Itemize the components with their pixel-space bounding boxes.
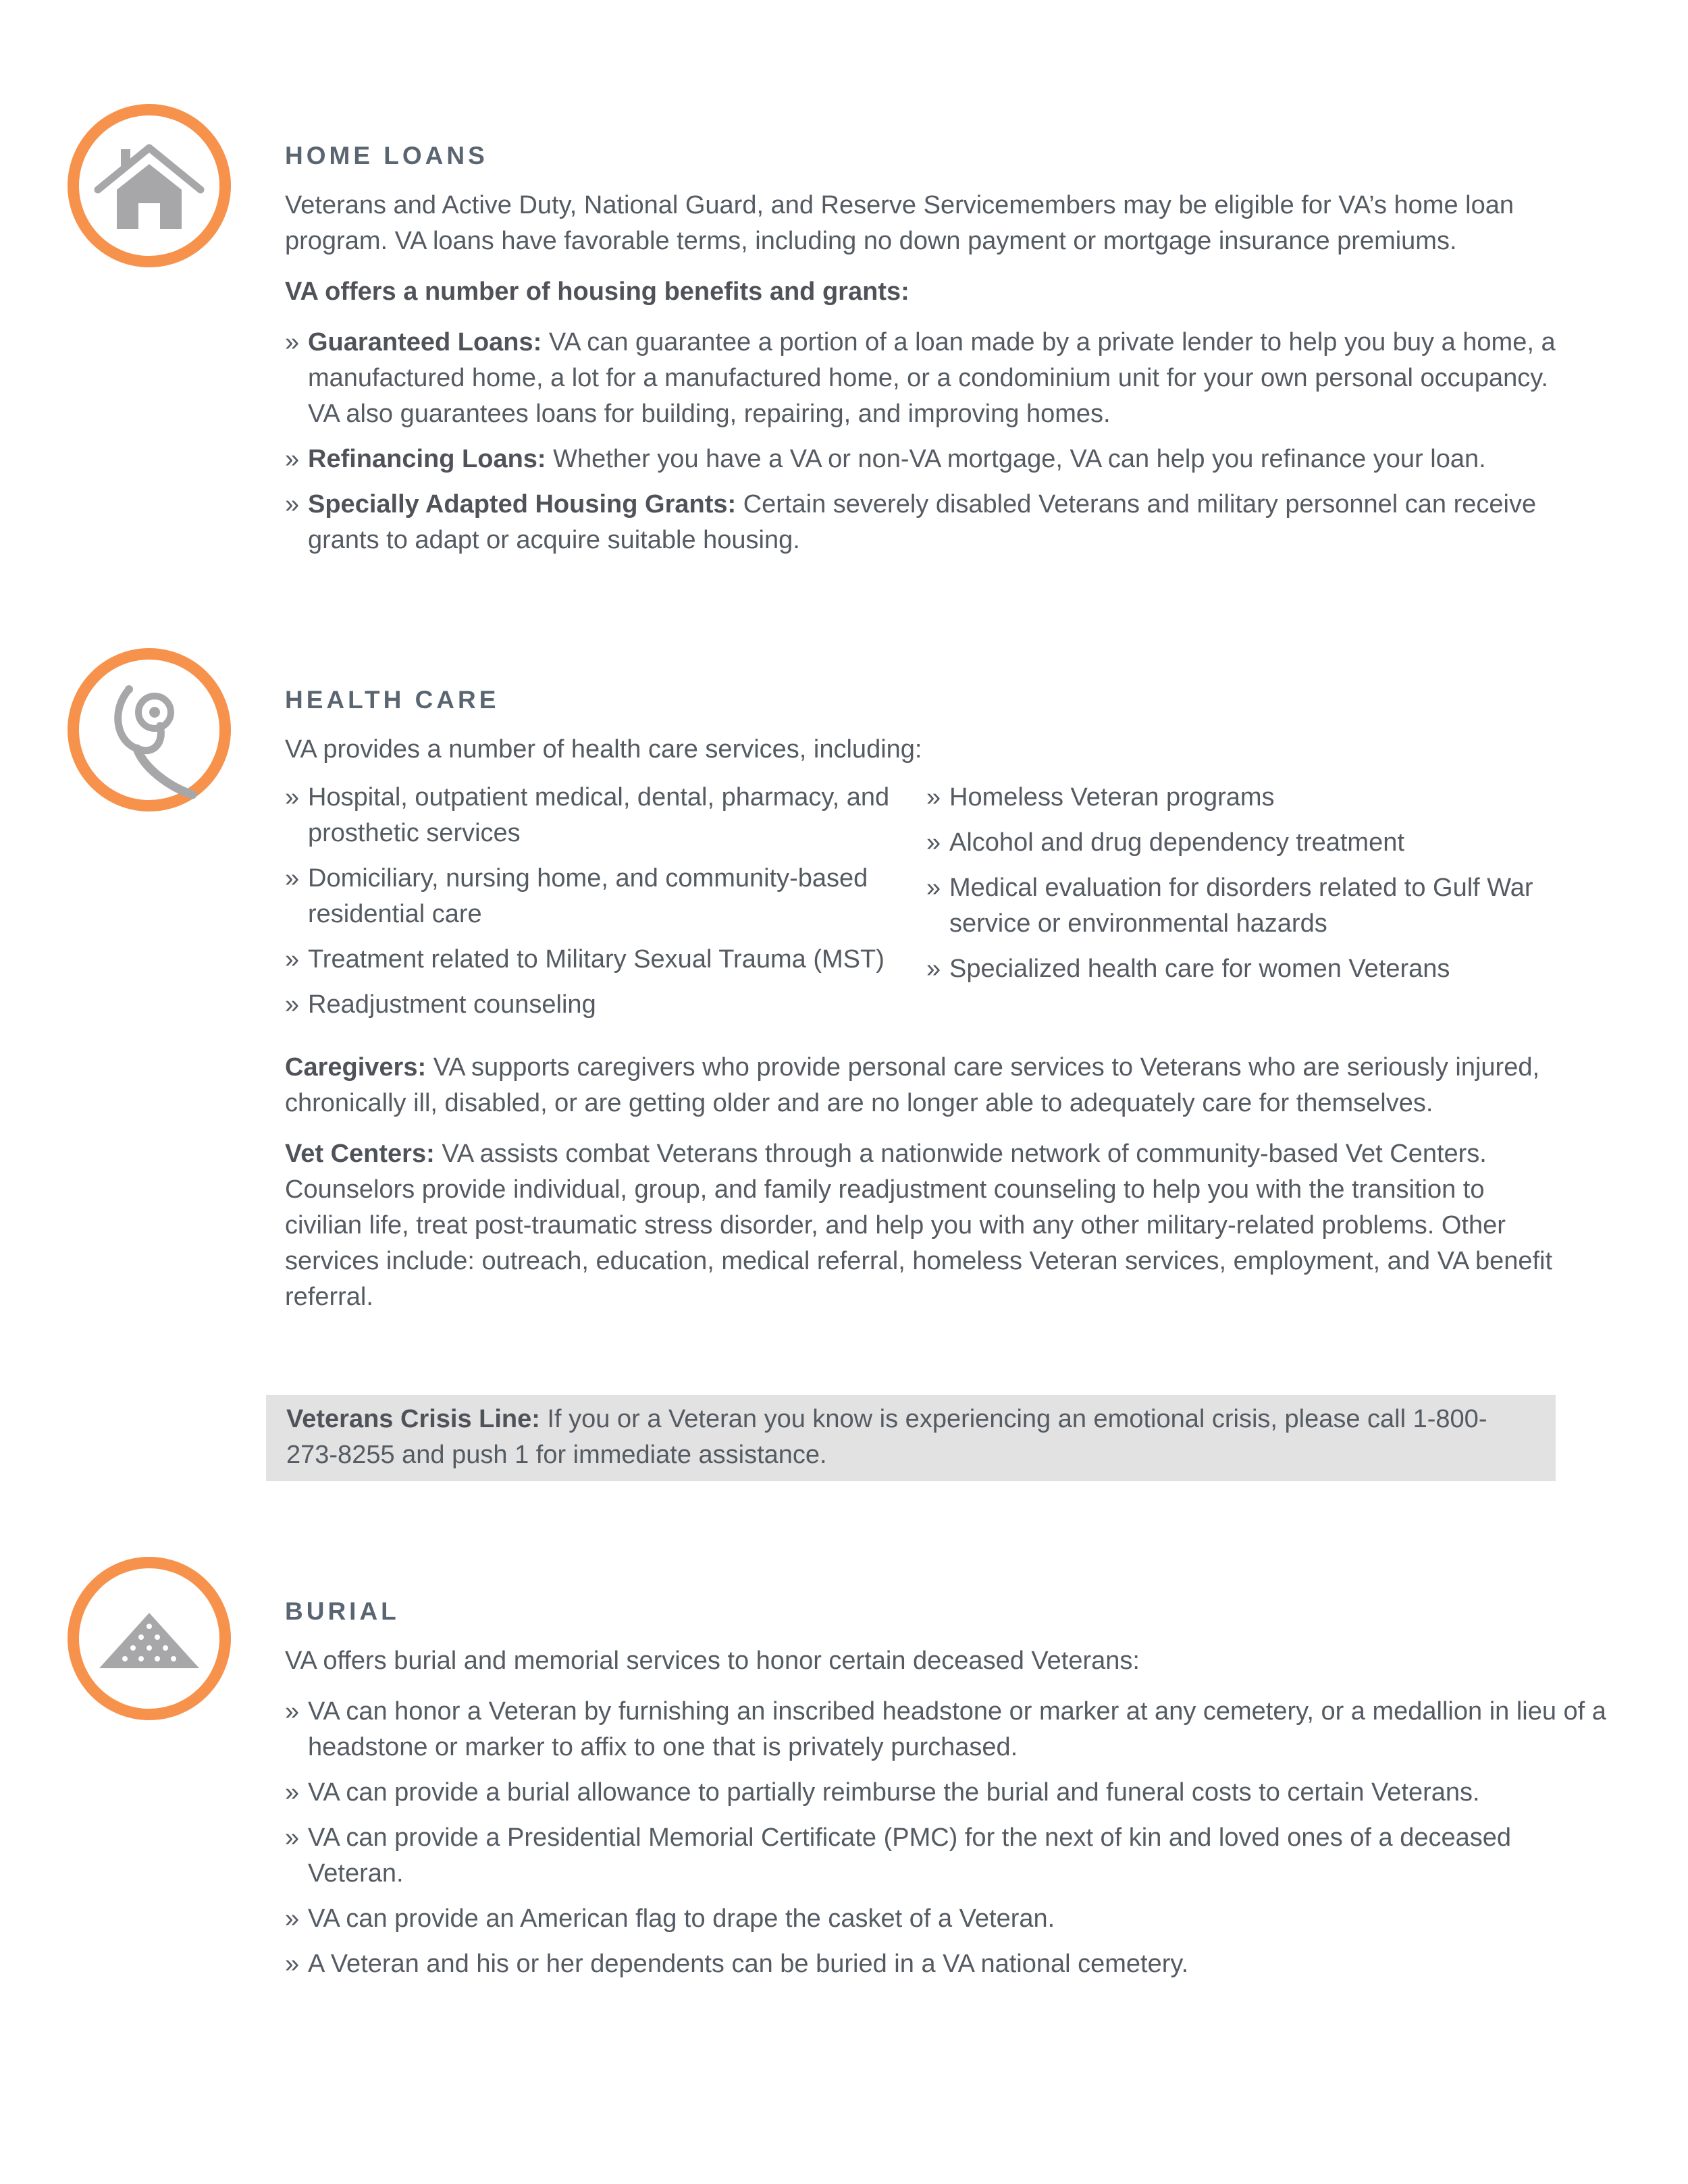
list-item — [285, 487, 1568, 558]
vet-centers-lead: Vet Centers: — [285, 1140, 435, 1168]
list-item: » Alcohol and drug dependency treatment — [926, 825, 1568, 861]
list-item: » VA can provide a Presidential Memorial Certificate (PMC) for the next of kin and loved ones of a deceased Veteran. — [285, 1820, 1608, 1892]
list-item — [285, 325, 1568, 432]
stethoscope-icon — [79, 660, 219, 800]
home-loans-content — [285, 142, 1568, 568]
health-care-content — [285, 686, 1568, 1330]
health-care-badge — [68, 648, 231, 811]
home-loans-subhead: VA offers a number of housing benefits and grants: — [285, 277, 909, 306]
item-lead: Guaranteed Loans: — [308, 328, 542, 356]
caregivers-lead: Caregivers: — [285, 1053, 427, 1082]
caregivers-paragraph — [285, 1050, 1568, 1121]
list-item: » Medical evaluation for disorders related to Gulf War service or environmental hazards — [926, 870, 1568, 942]
item-lead: Specially Adapted Housing Grants: — [308, 490, 737, 518]
list-item: » VA can provide an American flag to drape the casket of a Veteran. — [285, 1901, 1608, 1937]
list-item: » A Veteran and his or her dependents can be buried in a VA national cemetery. — [285, 1946, 1608, 1982]
list-item: » Readjustment counseling — [285, 987, 926, 1023]
home-loans-badge — [68, 104, 231, 267]
list-item — [285, 442, 1568, 477]
burial-heading: BURIAL — [285, 1597, 400, 1625]
house-icon — [79, 115, 219, 256]
health-care-heading: HEALTH CARE — [285, 686, 500, 714]
crisis-line-text: If you or a Veteran you know is experiencing an emotional crisis, please call 1-800-273-8255 and push 1 for immediate assistance. — [286, 1405, 1487, 1469]
item-text: VA can guarantee a portion of a loan made by a private lender to help you buy a home, a manufactured home, a lot for a manufactured home, or a condominium unit for your own personal occupancy. VA also guarantees loans for building, repairing, and improving homes. — [308, 328, 1556, 428]
list-item: » VA can provide a burial allowance to partially reimburse the burial and funeral costs to certain Veterans. — [285, 1775, 1608, 1811]
vet-centers-text: VA assists combat Veterans through a nationwide network of community-based Vet Centers. Counselors provide individual, group, and family readjustment counseling to help you with the transition to civilian life, treat post-traumatic stress disorder, and help you with any other military-related problems. Other services include: outreach, education, medical referral, homeless Veteran services, employment, and VA benefit referral. — [285, 1140, 1553, 1311]
folded-flag-icon — [79, 1568, 219, 1709]
health-care-list-right — [926, 780, 1568, 1032]
item-text: Whether you have a VA or non-VA mortgage, VA can help you refinance your loan. — [553, 445, 1486, 473]
burial-intro: VA offers burial and memorial services to honor certain deceased Veterans: — [285, 1647, 1140, 1675]
item-lead: Refinancing Loans: — [308, 445, 546, 473]
health-care-list-left — [285, 780, 926, 1032]
burial-badge — [68, 1557, 231, 1720]
crisis-line-lead: Veterans Crisis Line: — [286, 1405, 540, 1433]
health-care-columns — [285, 780, 1568, 1032]
list-item: » Homeless Veteran programs — [926, 780, 1568, 816]
burial-list — [285, 1694, 1608, 1982]
burial-content — [285, 1597, 1606, 1992]
list-item: » Specialized health care for women Veterans — [926, 951, 1568, 987]
item-text: Certain severely disabled Veterans and military personnel can receive grants to adapt or acquire suitable housing. — [308, 490, 1537, 554]
list-item: » Hospital, outpatient medical, dental, pharmacy, and prosthetic services — [285, 780, 926, 851]
list-item: » Treatment related to Military Sexual Trauma (MST) — [285, 942, 926, 978]
home-loans-list — [285, 325, 1568, 558]
list-item: » Domiciliary, nursing home, and community-based residential care — [285, 861, 926, 932]
health-care-intro: VA provides a number of health care services, including: — [285, 735, 922, 764]
list-item: » VA can honor a Veteran by furnishing an inscribed headstone or marker at any cemetery, or a medallion in lieu of a headstone or marker to affix to one that is privately purchased. — [285, 1694, 1608, 1765]
home-loans-heading: HOME LOANS — [285, 142, 488, 169]
crisis-line-box — [266, 1395, 1556, 1481]
vet-centers-paragraph — [285, 1136, 1568, 1315]
caregivers-text: VA supports caregivers who provide personal care services to Veterans who are seriously injured, chronically ill, disabled, or are getting older and are no longer able to adequately care for themselves. — [285, 1053, 1540, 1117]
home-loans-intro: Veterans and Active Duty, National Guard, and Reserve Servicemembers may be eligible for VA’s home loan program. VA loans have favorable terms, including no down payment or mortgage insurance premiums. — [285, 191, 1514, 255]
